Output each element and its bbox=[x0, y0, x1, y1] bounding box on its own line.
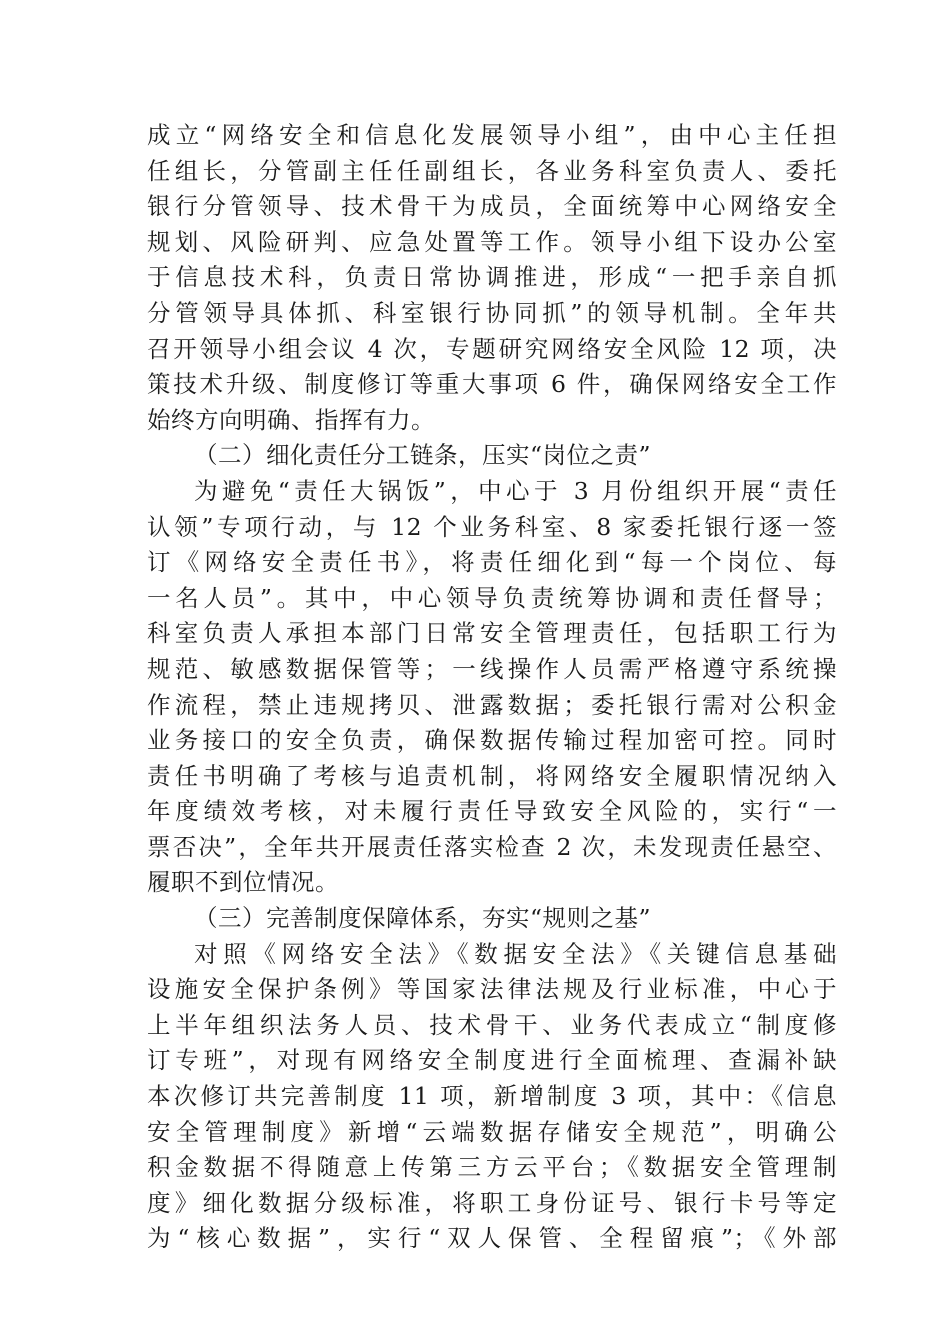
paragraph-line: 任组长，分管副主任任副组长，各业务科室负责人、委托 bbox=[147, 156, 837, 185]
document-body bbox=[147, 118, 837, 1257]
paragraph-line: 策技术升级、制度修订等重大事项 6 件，确保网络安全工作 bbox=[147, 370, 837, 399]
paragraph-line: 认领”专项行动，与 12 个业务科室、8 家委托银行逐一签 bbox=[147, 512, 837, 541]
paragraph-line: 科室负责人承担本部门日常安全管理责任，包括职工行为 bbox=[147, 619, 837, 648]
paragraph-line: 始终方向明确、指挥有力。 bbox=[147, 405, 435, 434]
paragraph-line: 积金数据不得随意上传第三方云平台；《数据安全管理制 bbox=[147, 1153, 837, 1182]
paragraph-line: 安全管理制度》新增“云端数据存储安全规范”，明确公 bbox=[147, 1117, 837, 1146]
paragraph-line: 业务接口的安全负责，确保数据传输过程加密可控。同时 bbox=[147, 726, 837, 755]
section-heading: （三）完善制度保障体系，夯实“规则之基” bbox=[194, 904, 652, 933]
section-heading: （二）细化责任分工链条，压实“岗位之责” bbox=[194, 441, 652, 470]
paragraph-line: 银行分管领导、技术骨干为成员，全面统筹中心网络安全 bbox=[147, 192, 837, 221]
paragraph-line: 作流程，禁止违规拷贝、泄露数据；委托银行需对公积金 bbox=[147, 690, 837, 719]
paragraph-line: 为避免“责任大锅饭”，中心于 3 月份组织开展“责任 bbox=[194, 476, 837, 505]
paragraph-line: 设施安全保护条例》等国家法律法规及行业标准，中心于 bbox=[147, 975, 837, 1004]
paragraph-line: 规范、敏感数据保管等；一线操作人员需严格遵守系统操 bbox=[147, 654, 837, 683]
paragraph-line: 年度绩效考核，对未履行责任导致安全风险的，实行“一 bbox=[147, 797, 837, 826]
paragraph-line: 订专班”，对现有网络安全制度进行全面梳理、查漏补缺 bbox=[147, 1046, 837, 1075]
paragraph-line: 分管领导具体抓、科室银行协同抓”的领导机制。全年共 bbox=[147, 298, 837, 327]
paragraph-line: 票否决”，全年共开展责任落实检查 2 次，未发现责任悬空、 bbox=[147, 832, 837, 861]
paragraph-line: 责任书明确了考核与追责机制，将网络安全履职情况纳入 bbox=[147, 761, 837, 790]
paragraph-line: 对照《网络安全法》《数据安全法》《关键信息基础 bbox=[194, 939, 837, 968]
paragraph-line: 于信息技术科，负责日常协调推进，形成“一把手亲自抓 bbox=[147, 263, 837, 292]
paragraph-line: 度》细化数据分级标准，将职工身份证号、银行卡号等定 bbox=[147, 1188, 837, 1217]
paragraph-line: 上半年组织法务人员、技术骨干、业务代表成立“制度修 bbox=[147, 1010, 837, 1039]
paragraph-line: 为“核心数据”，实行“双人保管、全程留痕”；《外部 bbox=[147, 1224, 837, 1253]
paragraph-line: 规划、风险研判、应急处置等工作。领导小组下设办公室 bbox=[147, 227, 837, 256]
paragraph-line: 订《网络安全责任书》，将责任细化到“每一个岗位、每 bbox=[147, 548, 837, 577]
paragraph-line: 履职不到位情况。 bbox=[147, 868, 339, 897]
paragraph-line: 召开领导小组会议 4 次，专题研究网络安全风险 12 项，决 bbox=[147, 334, 837, 363]
paragraph-line: 本次修订共完善制度 11 项，新增制度 3 项，其中：《信息 bbox=[147, 1082, 837, 1111]
paragraph-line: 成立“网络安全和信息化发展领导小组”，由中心主任担 bbox=[147, 121, 837, 149]
paragraph-line: 一名人员”。其中，中心领导负责统筹协调和责任督导； bbox=[147, 583, 837, 612]
